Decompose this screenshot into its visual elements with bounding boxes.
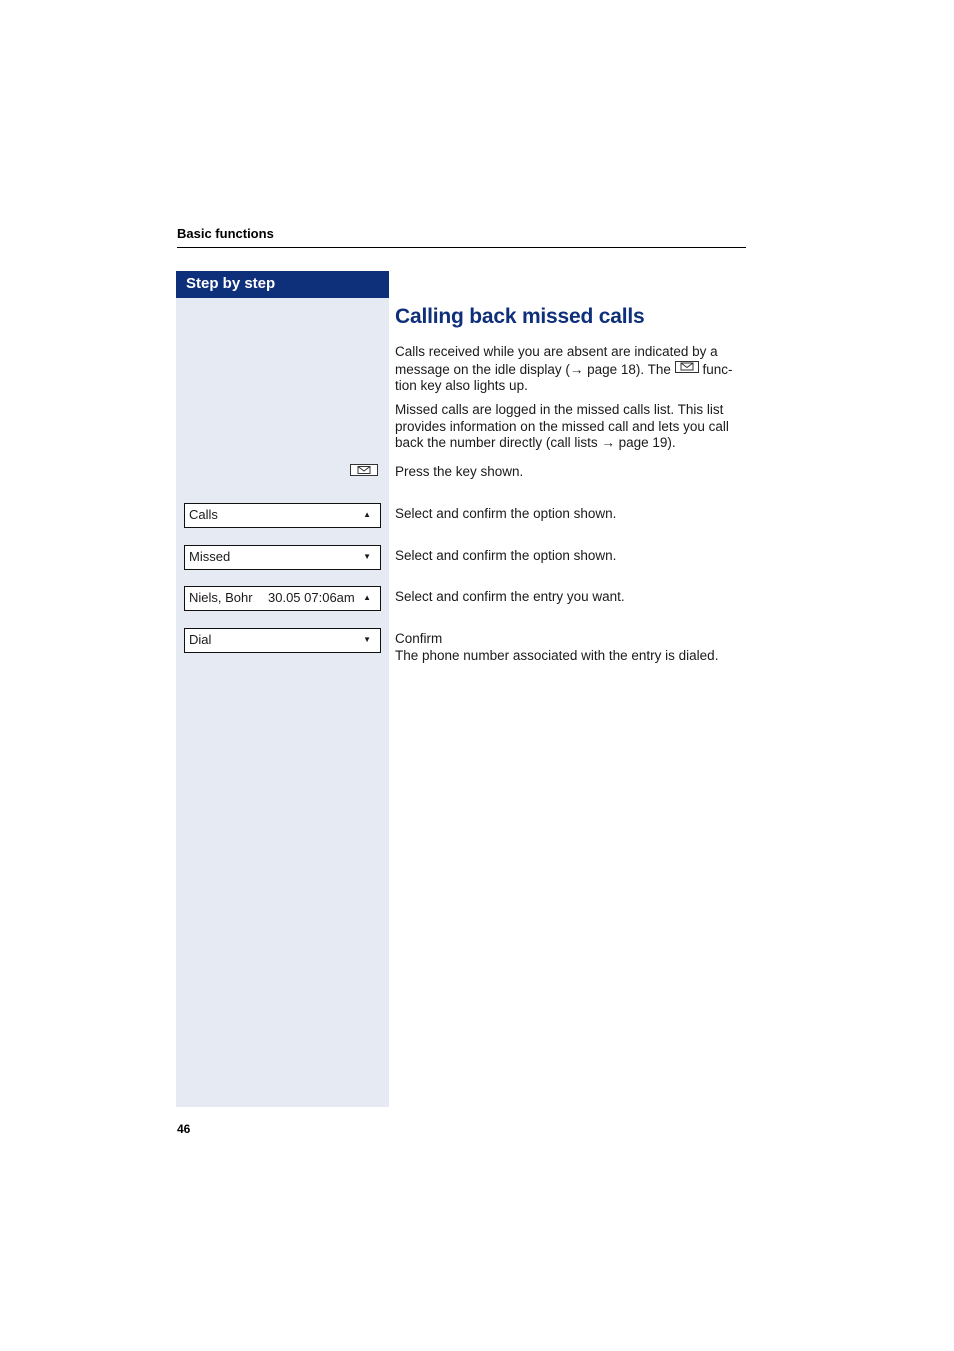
display-option-dial[interactable] xyxy=(184,628,381,653)
scroll-up-icon: ▲ xyxy=(363,510,371,519)
display-entry-missed-call[interactable] xyxy=(184,586,381,611)
step-text-detail: The phone number associated with the entry is dialed. xyxy=(395,647,719,663)
step-text: Select and confirm the entry you want. xyxy=(395,589,625,604)
display-entry-name: Niels, Bohr xyxy=(189,590,253,605)
step-text: Press the key shown. xyxy=(395,464,524,479)
display-option-missed[interactable] xyxy=(184,545,381,570)
mailbox-key-icon xyxy=(675,361,699,373)
step-text-confirm xyxy=(395,631,747,664)
section-header: Basic functions xyxy=(177,226,274,241)
page-number: 46 xyxy=(177,1122,191,1136)
intro-paragraph-1: Calls received while you are absent are indicated by a message on the idle display (→ page 18). The function key also lights up. xyxy=(395,344,733,393)
step-text: Select and confirm the option shown. xyxy=(395,506,617,521)
display-entry-timestamp: 30.05 07:06am xyxy=(268,590,355,605)
scroll-up-icon: ▲ xyxy=(363,593,371,602)
display-option-label: Missed xyxy=(189,549,231,564)
display-option-label: Dial xyxy=(189,632,212,647)
header-rule xyxy=(177,247,746,248)
scroll-down-icon: ▼ xyxy=(363,552,371,561)
intro-paragraph-2: Missed calls are logged in the missed calls list. This list provides information on the missed call and lets you call back the number directly (call lists → page 19). xyxy=(395,402,729,450)
step-text: Select and confirm the option shown. xyxy=(395,548,617,563)
scroll-down-icon: ▼ xyxy=(363,635,371,644)
page-title: Calling back missed calls xyxy=(395,305,645,328)
reference-arrow-icon: → xyxy=(601,435,615,450)
step-by-step-heading: Step by step xyxy=(176,271,389,298)
reference-arrow-icon: → xyxy=(569,361,584,377)
step-by-step-column xyxy=(176,271,389,1107)
step-text: Confirm xyxy=(395,631,443,646)
display-option-calls[interactable] xyxy=(184,503,381,528)
display-option-label: Calls xyxy=(189,507,218,522)
mailbox-key-icon xyxy=(350,464,378,476)
